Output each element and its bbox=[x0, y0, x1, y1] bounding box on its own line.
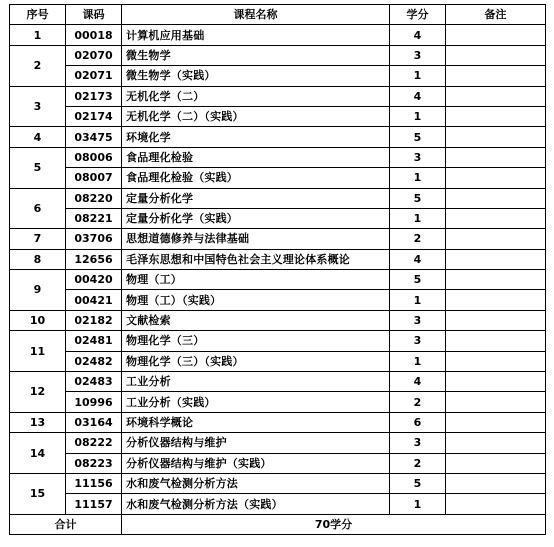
total-row bbox=[10, 514, 546, 534]
remark-cell bbox=[446, 290, 546, 310]
table-row bbox=[10, 453, 546, 473]
header-name: 课程名称 bbox=[122, 5, 390, 25]
course-name-cell: 物理化学（三） bbox=[122, 331, 390, 351]
seq-cell: 12 bbox=[10, 372, 66, 413]
credits-cell: 1 bbox=[390, 208, 446, 228]
course-name-cell: 食品理化检验 bbox=[122, 147, 390, 167]
code-cell: 02481 bbox=[66, 331, 122, 351]
table-row bbox=[10, 494, 546, 514]
credits-cell: 5 bbox=[390, 127, 446, 147]
remark-cell bbox=[446, 168, 546, 188]
table-body bbox=[10, 25, 546, 514]
course-name-cell: 食品理化检验（实践） bbox=[122, 168, 390, 188]
code-cell: 12656 bbox=[66, 249, 122, 269]
remark-cell bbox=[446, 412, 546, 432]
table-row bbox=[10, 310, 546, 330]
table-row bbox=[10, 392, 546, 412]
table-row bbox=[10, 208, 546, 228]
header-row bbox=[10, 5, 546, 25]
course-name-cell: 物理化学（三）（实践） bbox=[122, 351, 390, 371]
total-value: 70学分 bbox=[122, 514, 546, 534]
course-name-cell: 环境科学概论 bbox=[122, 412, 390, 432]
remark-cell bbox=[446, 86, 546, 106]
course-name-cell: 毛泽东思想和中国特色社会主义理论体系概论 bbox=[122, 249, 390, 269]
table-row bbox=[10, 412, 546, 432]
remark-cell bbox=[446, 25, 546, 45]
header-code: 课码 bbox=[66, 5, 122, 25]
seq-cell: 6 bbox=[10, 188, 66, 229]
code-cell: 11156 bbox=[66, 473, 122, 493]
remark-cell bbox=[446, 331, 546, 351]
remark-cell bbox=[446, 127, 546, 147]
code-cell: 00420 bbox=[66, 270, 122, 290]
table-row bbox=[10, 229, 546, 249]
course-name-cell: 分析仪器结构与维护 bbox=[122, 433, 390, 453]
credits-cell: 3 bbox=[390, 310, 446, 330]
remark-cell bbox=[446, 188, 546, 208]
code-cell: 03475 bbox=[66, 127, 122, 147]
table-row bbox=[10, 473, 546, 493]
total-label: 合计 bbox=[10, 514, 122, 534]
course-name-cell: 物理（工） bbox=[122, 270, 390, 290]
seq-cell: 14 bbox=[10, 433, 66, 474]
table-row bbox=[10, 372, 546, 392]
code-cell: 03164 bbox=[66, 412, 122, 432]
remark-cell bbox=[446, 494, 546, 514]
credits-cell: 1 bbox=[390, 66, 446, 86]
seq-cell: 15 bbox=[10, 473, 66, 514]
code-cell: 10996 bbox=[66, 392, 122, 412]
remark-cell bbox=[446, 147, 546, 167]
table-row bbox=[10, 106, 546, 126]
table-row bbox=[10, 331, 546, 351]
credits-cell: 3 bbox=[390, 147, 446, 167]
course-name-cell: 定量分析化学 bbox=[122, 188, 390, 208]
seq-cell: 8 bbox=[10, 249, 66, 269]
credits-cell: 3 bbox=[390, 45, 446, 65]
credits-cell: 4 bbox=[390, 372, 446, 392]
table-row bbox=[10, 45, 546, 65]
credits-cell: 2 bbox=[390, 392, 446, 412]
remark-cell bbox=[446, 208, 546, 228]
credits-cell: 1 bbox=[390, 168, 446, 188]
table-row bbox=[10, 188, 546, 208]
code-cell: 03706 bbox=[66, 229, 122, 249]
seq-cell: 7 bbox=[10, 229, 66, 249]
seq-cell: 5 bbox=[10, 147, 66, 188]
course-name-cell: 计算机应用基础 bbox=[122, 25, 390, 45]
code-cell: 11157 bbox=[66, 494, 122, 514]
course-name-cell: 思想道德修养与法律基础 bbox=[122, 229, 390, 249]
credits-cell: 1 bbox=[390, 494, 446, 514]
table-row bbox=[10, 168, 546, 188]
credits-cell: 4 bbox=[390, 86, 446, 106]
remark-cell bbox=[446, 392, 546, 412]
code-cell: 08221 bbox=[66, 208, 122, 228]
credits-cell: 2 bbox=[390, 229, 446, 249]
course-name-cell: 文献检索 bbox=[122, 310, 390, 330]
code-cell: 02071 bbox=[66, 66, 122, 86]
credits-cell: 2 bbox=[390, 453, 446, 473]
code-cell: 08220 bbox=[66, 188, 122, 208]
credits-cell: 3 bbox=[390, 331, 446, 351]
course-name-cell: 水和废气检测分析方法（实践） bbox=[122, 494, 390, 514]
remark-cell bbox=[446, 45, 546, 65]
course-name-cell: 环境化学 bbox=[122, 127, 390, 147]
course-name-cell: 工业分析 bbox=[122, 372, 390, 392]
remark-cell bbox=[446, 106, 546, 126]
remark-cell bbox=[446, 351, 546, 371]
table-row bbox=[10, 86, 546, 106]
code-cell: 02482 bbox=[66, 351, 122, 371]
code-cell: 02173 bbox=[66, 86, 122, 106]
code-cell: 02483 bbox=[66, 372, 122, 392]
table-row bbox=[10, 127, 546, 147]
credits-cell: 1 bbox=[390, 106, 446, 126]
seq-cell: 13 bbox=[10, 412, 66, 432]
course-name-cell: 微生物学 bbox=[122, 45, 390, 65]
remark-cell bbox=[446, 270, 546, 290]
course-name-cell: 无机化学（二）（实践） bbox=[122, 106, 390, 126]
credits-cell: 1 bbox=[390, 290, 446, 310]
course-name-cell: 物理（工）（实践） bbox=[122, 290, 390, 310]
remark-cell bbox=[446, 66, 546, 86]
course-name-cell: 定量分析化学（实践） bbox=[122, 208, 390, 228]
code-cell: 00421 bbox=[66, 290, 122, 310]
seq-cell: 4 bbox=[10, 127, 66, 147]
course-name-cell: 分析仪器结构与维护（实践） bbox=[122, 453, 390, 473]
credits-cell: 4 bbox=[390, 25, 446, 45]
remark-cell bbox=[446, 229, 546, 249]
header-credits: 学分 bbox=[390, 5, 446, 25]
seq-cell: 10 bbox=[10, 310, 66, 330]
course-name-cell: 微生物学（实践） bbox=[122, 66, 390, 86]
remark-cell bbox=[446, 433, 546, 453]
table-row bbox=[10, 433, 546, 453]
code-cell: 08223 bbox=[66, 453, 122, 473]
remark-cell bbox=[446, 473, 546, 493]
credits-cell: 5 bbox=[390, 473, 446, 493]
credits-cell: 6 bbox=[390, 412, 446, 432]
header-seq: 序号 bbox=[10, 5, 66, 25]
seq-cell: 2 bbox=[10, 45, 66, 86]
table-row bbox=[10, 270, 546, 290]
code-cell: 08222 bbox=[66, 433, 122, 453]
remark-cell bbox=[446, 249, 546, 269]
code-cell: 00018 bbox=[66, 25, 122, 45]
remark-cell bbox=[446, 372, 546, 392]
remark-cell bbox=[446, 310, 546, 330]
table-row bbox=[10, 147, 546, 167]
code-cell: 08006 bbox=[66, 147, 122, 167]
table-row bbox=[10, 66, 546, 86]
code-cell: 08007 bbox=[66, 168, 122, 188]
code-cell: 02070 bbox=[66, 45, 122, 65]
seq-cell: 3 bbox=[10, 86, 66, 127]
table-row bbox=[10, 25, 546, 45]
credits-cell: 4 bbox=[390, 249, 446, 269]
remark-cell bbox=[446, 453, 546, 473]
code-cell: 02182 bbox=[66, 310, 122, 330]
credits-cell: 3 bbox=[390, 433, 446, 453]
course-name-cell: 水和废气检测分析方法 bbox=[122, 473, 390, 493]
credits-cell: 5 bbox=[390, 188, 446, 208]
code-cell: 02174 bbox=[66, 106, 122, 126]
table-row bbox=[10, 249, 546, 269]
table-row bbox=[10, 290, 546, 310]
course-table bbox=[9, 4, 546, 535]
seq-cell: 9 bbox=[10, 270, 66, 311]
seq-cell: 11 bbox=[10, 331, 66, 372]
course-name-cell: 无机化学（二） bbox=[122, 86, 390, 106]
credits-cell: 1 bbox=[390, 351, 446, 371]
course-name-cell: 工业分析（实践） bbox=[122, 392, 390, 412]
table-row bbox=[10, 351, 546, 371]
credits-cell: 5 bbox=[390, 270, 446, 290]
seq-cell: 1 bbox=[10, 25, 66, 45]
header-remark: 备注 bbox=[446, 5, 546, 25]
